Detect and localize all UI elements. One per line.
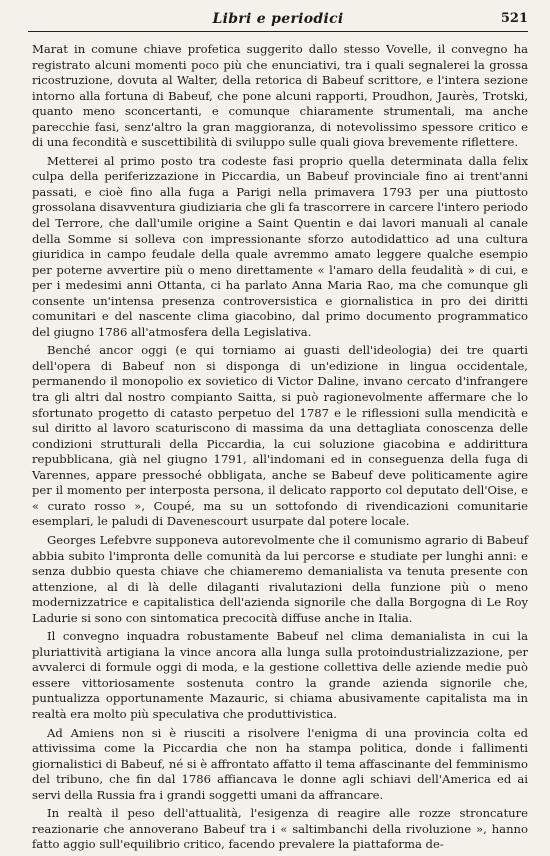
paragraph: Ad Amiens non si è riusciti a risolvere l'enigma di una provincia colta ed attivissima come la Piccardia che non ha stampa politica, donde i fallimenti giornalistici di Babeuf, né si è affrontato affatto il tema affascinante del femminismo del tribuno, che fin dal 1786 affiancava le donne agli schiavi dell'America ed ai servi della Russia fra i grandi soggetti umani da affrancare. [32,725,528,802]
paragraph: Georges Lefebvre supponeva autorevolmente che il comunismo agrario di Babeuf abbia subito l'impronta delle comunità da lui percorse e studiate per lunghi anni: e senza dubbio questa chiave che chiameremo demanialista va tenuta presente con attenzione, al di là delle dilaganti rivalutazioni della funzione più o meno modernizzatrice e capitalistica dell'azienda signorile che dalla Borgogna di Le Roy Ladurie si sono con sintomatica precocità diffuse anche in Italia. [32,532,528,625]
running-title: Libri e periodici [212,11,344,27]
paragraph: In realtà il peso dell'attualità, l'esigenza di reagire alle rozze stroncature reazionarie che annoverano Babeuf tra i « saltimbanchi della rivoluzione », hanno fatto aggio sull'equilibrio critico, facendo prevalere la piattaforma de- [32,806,528,852]
paragraph: Metterei al primo posto tra codeste fasi proprio quella determinata dalla felix culpa della periferizzazione in Piccardia, un Babeuf provinciale fino ai trent'anni passati, e cioè fino alla fuga a Parigi nella primavera 1793 per una piuttosto grossolana disavventura giudiziaria che gli fa trascorrere in carcere l'intero periodo del Terrore, che dall'umile origine a Saint Quentin e dai lavori manuali al canale della Somme si solleva con impressionante sforzo autodidattico ad una cultura giuridica in campo feudale della quale avremmo amato leggere qualche esempio per poterne avvertire più o meno direttamente « l'amaro della feudalità » di cui, e per i medesimi anni Ottanta, ci ha parlato Anna Maria Rao, ma che comunque gli consente un'intensa presenza controversistica e giornalistica in pro dei diritti comunitari e del nascente clima giacobino, dal primo documento programmatico del giugno 1786 all'atmosfera della Legislativa. [32,153,528,339]
running-header [28,9,528,32]
paragraph: Benché ancor oggi (e qui torniamo ai guasti dell'ideologia) dei tre quarti dell'opera di Babeuf non si disponga di un'edizione in lingua occidentale, permanendo il monopolio ex sovietico di Victor Daline, invano cercato d'infrangere tra gli altri dal nostro compianto Saitta, si può ragionevolmente affermare che lo sfortunato progetto di catasto perpetuo del 1787 e le riflessioni sulla mendicità e sul diritto al lavoro scaturiscono di massima da una dettagliata conoscenza delle condizioni strutturali della Piccardia, la cui soluzione giacobina e addirittura repubblicana, già nel giugno 1791, all'indomani ed in conseguenza della fuga di Varennes, appare pressoché obbligata, anche se Babeuf deve politicamente agire per il momento per interposta persona, il delicato rapporto col deputato dell'Oise, e « curato rosso », Coupé, ma su un sottofondo di rivendicazioni comunitarie esemplari, le paludi di Davenescourt usurpate dal potere locale. [32,343,528,529]
paragraph: Il convegno inquadra robustamente Babeuf nel clima demanialista in cui la pluriattività artigiana la vince ancora alla lunga sulla protoindustrializzazione, per avvalerci di formule oggi di moda, e la gestione collettiva delle aziende medie può essere vittoriosamente sostenuta contro la grande azienda signorile che, puntualizza opportunamente Mazauric, si chiama abusivamente capitalista ma in realtà era molto più speculativa che produttivistica. [32,629,528,721]
body-text [32,42,528,856]
page-number: 521 [500,11,528,26]
paragraph: Marat in comune chiave profetica suggerito dallo stesso Vovelle, il convegno ha registrato alcuni momenti poco più che enunciativi, tra i quali segnalerei la grossa ricostruzione, dovuta al Walter, della retorica di Babeuf scrittore, e l'intera sezione intorno alla fortuna di Babeuf, che pone alcuni rapporti, Proudhon, Jaurès, Trotski, quanto meno sconcertanti, e comunque chiaramente strumentali, ma anche parecchie fasi, senz'altro la gran maggioranza, di notevolissimo spessore critico e di una fecondità e suscettibilità di sviluppo sulle quali giova brevemente riflettere. [32,42,528,150]
